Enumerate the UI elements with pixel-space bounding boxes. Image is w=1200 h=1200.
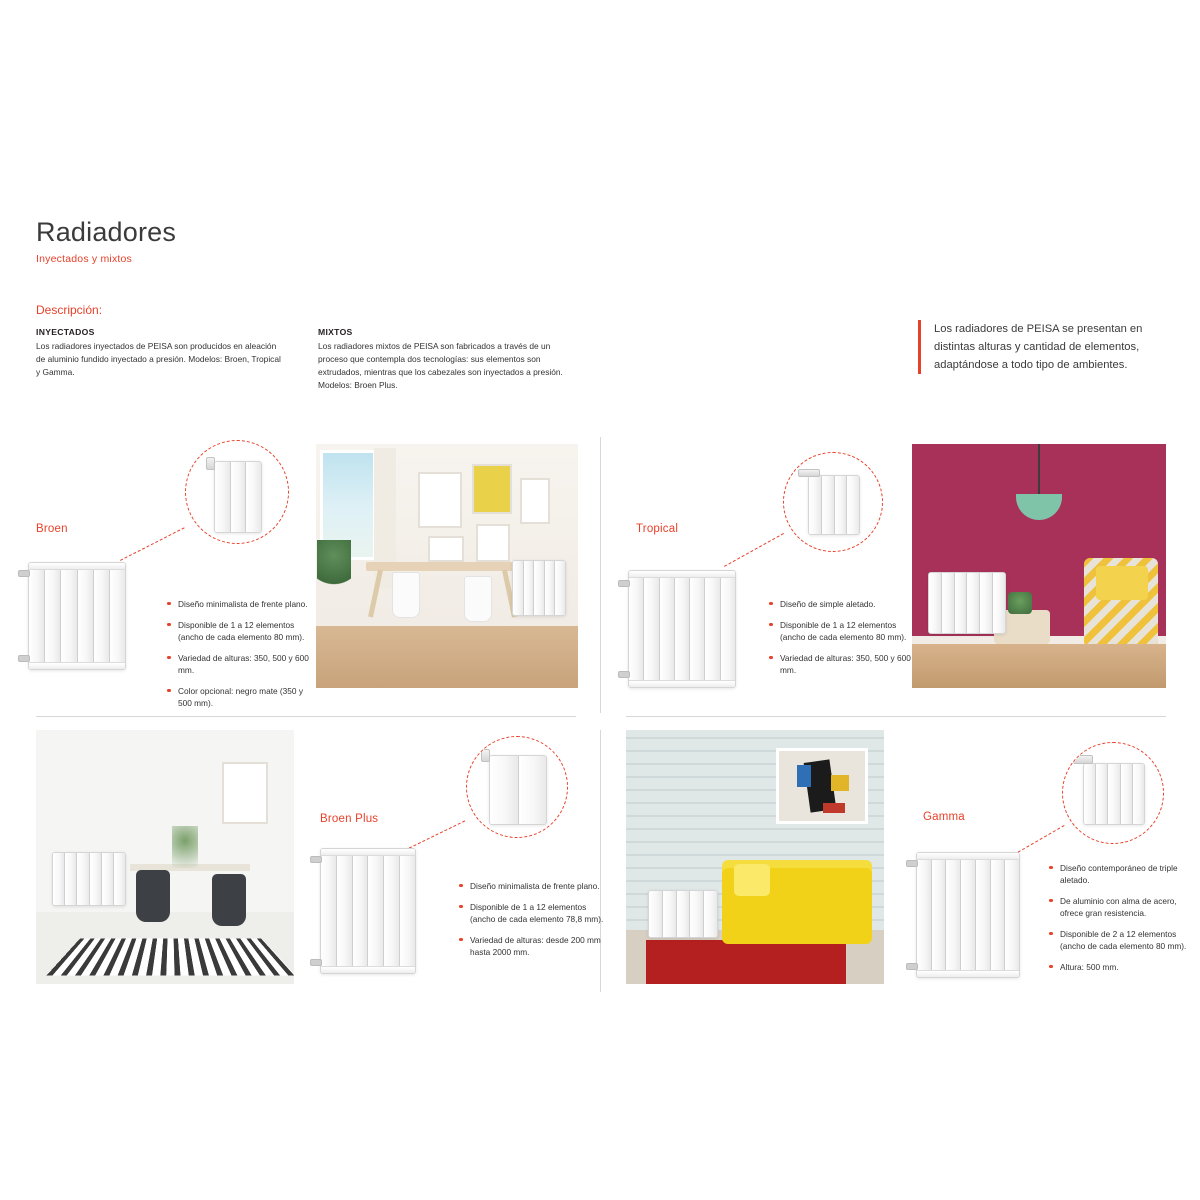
feature-item: Disponible de 1 a 12 elementos (ancho de cada elemento 78,8 mm). [458,901,608,925]
callout-leader-line-tropical [724,533,784,567]
feature-item: Diseño minimalista de frente plano. [458,880,608,892]
page-title: Radiadores [36,217,177,247]
feature-item: Disponible de 1 a 12 elementos (ancho de cada elemento 80 mm). [166,619,314,643]
callout-leader-line-broen [120,527,185,561]
feature-item: Diseño de simple aletado. [768,598,918,610]
radiator-tropical [628,570,736,688]
feature-item: Altura: 500 mm. [1048,961,1196,973]
feature-item: Diseño contemporáneo de triple aletado. [1048,862,1196,886]
feature-item: Diseño minimalista de frente plano. [166,598,314,610]
callout-broen-plus [466,736,568,838]
description-label: Descripción: [36,303,103,317]
column-heading: INYECTADOS [36,327,95,337]
model-label-broen: Broen [36,523,68,535]
pull-quote: Los radiadores de PEISA se presentan en distintas alturas y cantidad de elementos, adaptándose a todo tipo de ambientes. [918,320,1168,374]
feature-item: Disponible de 1 a 12 elementos (ancho de cada elemento 80 mm). [768,619,918,643]
feature-item: Variedad de alturas: desde 200 mm hasta 2000 mm. [458,934,608,958]
page-header [36,218,176,265]
callout-tropical [783,452,883,552]
column-text: Los radiadores mixtos de PEISA son fabricados a través de un proceso que contempla dos tecnologías: sus elementos son extrudados, mientras que los cabezales son inyectados a presión. Modelos: Broen Plus. [318,341,563,391]
radiator-broen [28,562,126,670]
divider-horizontal-right [626,716,1166,717]
photo-broen-plus-dining-room [36,730,294,984]
feature-item: Variedad de alturas: 350, 500 y 600 mm. [768,652,918,676]
divider-vertical-top [600,437,601,713]
page-subtitle: Inyectados y mixtos [36,252,133,265]
feature-item: Disponible de 2 a 12 elementos (ancho de cada elemento 80 mm). [1048,928,1196,952]
feature-item: De aluminio con alma de acero, ofrece gran resistencia. [1048,895,1196,919]
model-label-gamma: Gamma [923,811,965,823]
model-label-tropical: Tropical [636,523,679,535]
features-tropical [768,598,918,685]
features-broen-plus [458,880,608,967]
column-heading: MIXTOS [318,327,353,337]
description-column-mixtos [318,327,578,392]
photo-tropical-pink-room [912,444,1166,688]
feature-item: Variedad de alturas: 350, 500 y 600 mm. [166,652,314,676]
radiator-gamma [916,852,1020,978]
callout-broen [185,440,289,544]
radiator-broen-plus [320,848,416,974]
model-label-broen-plus: Broen Plus [320,813,379,825]
column-text: Los radiadores inyectados de PEISA son producidos en aleación de aluminio fundido inyectado a presión. Modelos: Broen, Tropical y Gamma. [36,341,281,378]
features-broen [166,598,314,718]
description-column-inyectados [36,327,286,379]
features-gamma [1048,862,1196,982]
photo-broen-dining-room [316,444,578,688]
callout-gamma [1062,742,1164,844]
photo-gamma-living-room [626,730,884,984]
feature-item: Color opcional: negro mate (350 y 500 mm). [166,685,314,709]
